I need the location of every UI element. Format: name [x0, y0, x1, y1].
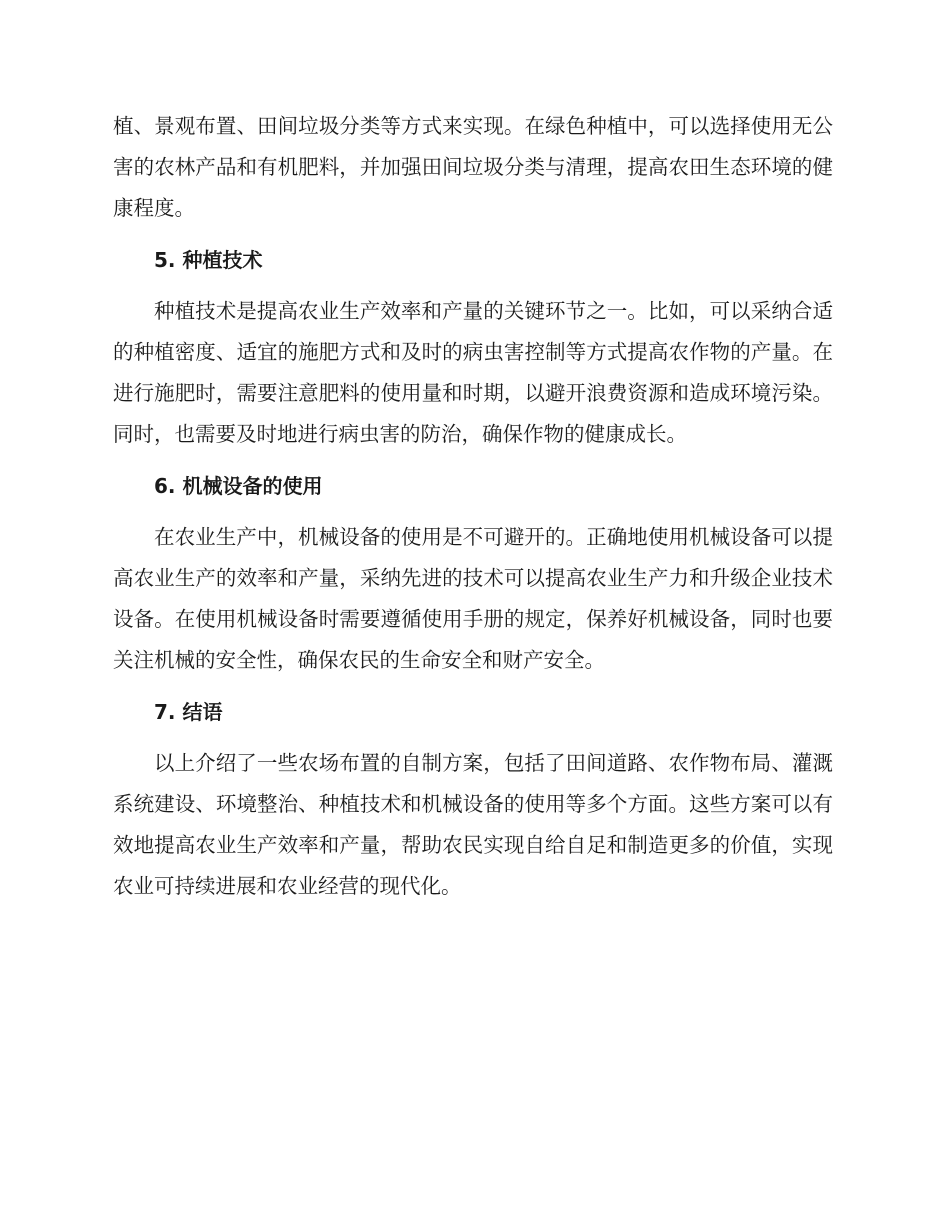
- paragraph-planting-technology: 种植技术是提高农业生产效率和产量的关键环节之一。比如，可以采纳合适的种植密度、适宜的施肥方式和及时的病虫害控制等方式提高农作物的产量。在进行施肥时，需要注意肥料的使用量和时期，以避开浪费资源和造成环境污染。同时，也需要及时地进行病虫害的防治，确保作物的健康成长。: [113, 299, 833, 446]
- paragraph-green-planting: 植、景观布置、田间垃圾分类等方式来实现。在绿色种植中，可以选择使用无公害的农林产品和有机肥料，并加强田间垃圾分类与清理，提高农田生态环境的健康程度。: [113, 114, 833, 220]
- document-body: [113, 106, 833, 917]
- section-heading-conclusion: 7. 结语: [154, 700, 223, 724]
- section-heading-machinery-use: 6. 机械设备的使用: [154, 474, 323, 498]
- paragraph-conclusion: 以上介绍了一些农场布置的自制方案，包括了田间道路、农作物布局、灌溉系统建设、环境整治、种植技术和机械设备的使用等多个方面。这些方案可以有效地提高农业生产效率和产量，帮助农民实现自给自足和制造更多的价值，实现农业可持续进展和农业经营的现代化。: [113, 751, 833, 898]
- paragraph-machinery-use: 在农业生产中，机械设备的使用是不可避开的。正确地使用机械设备可以提高农业生产的效率和产量，采纳先进的技术可以提高农业生产力和升级企业技术设备。在使用机械设备时需要遵循使用手册的规定，保养好机械设备，同时也要关注机械的安全性，确保农民的生命安全和财产安全。: [113, 525, 833, 672]
- section-heading-planting-technology: 5. 种植技术: [154, 248, 263, 272]
